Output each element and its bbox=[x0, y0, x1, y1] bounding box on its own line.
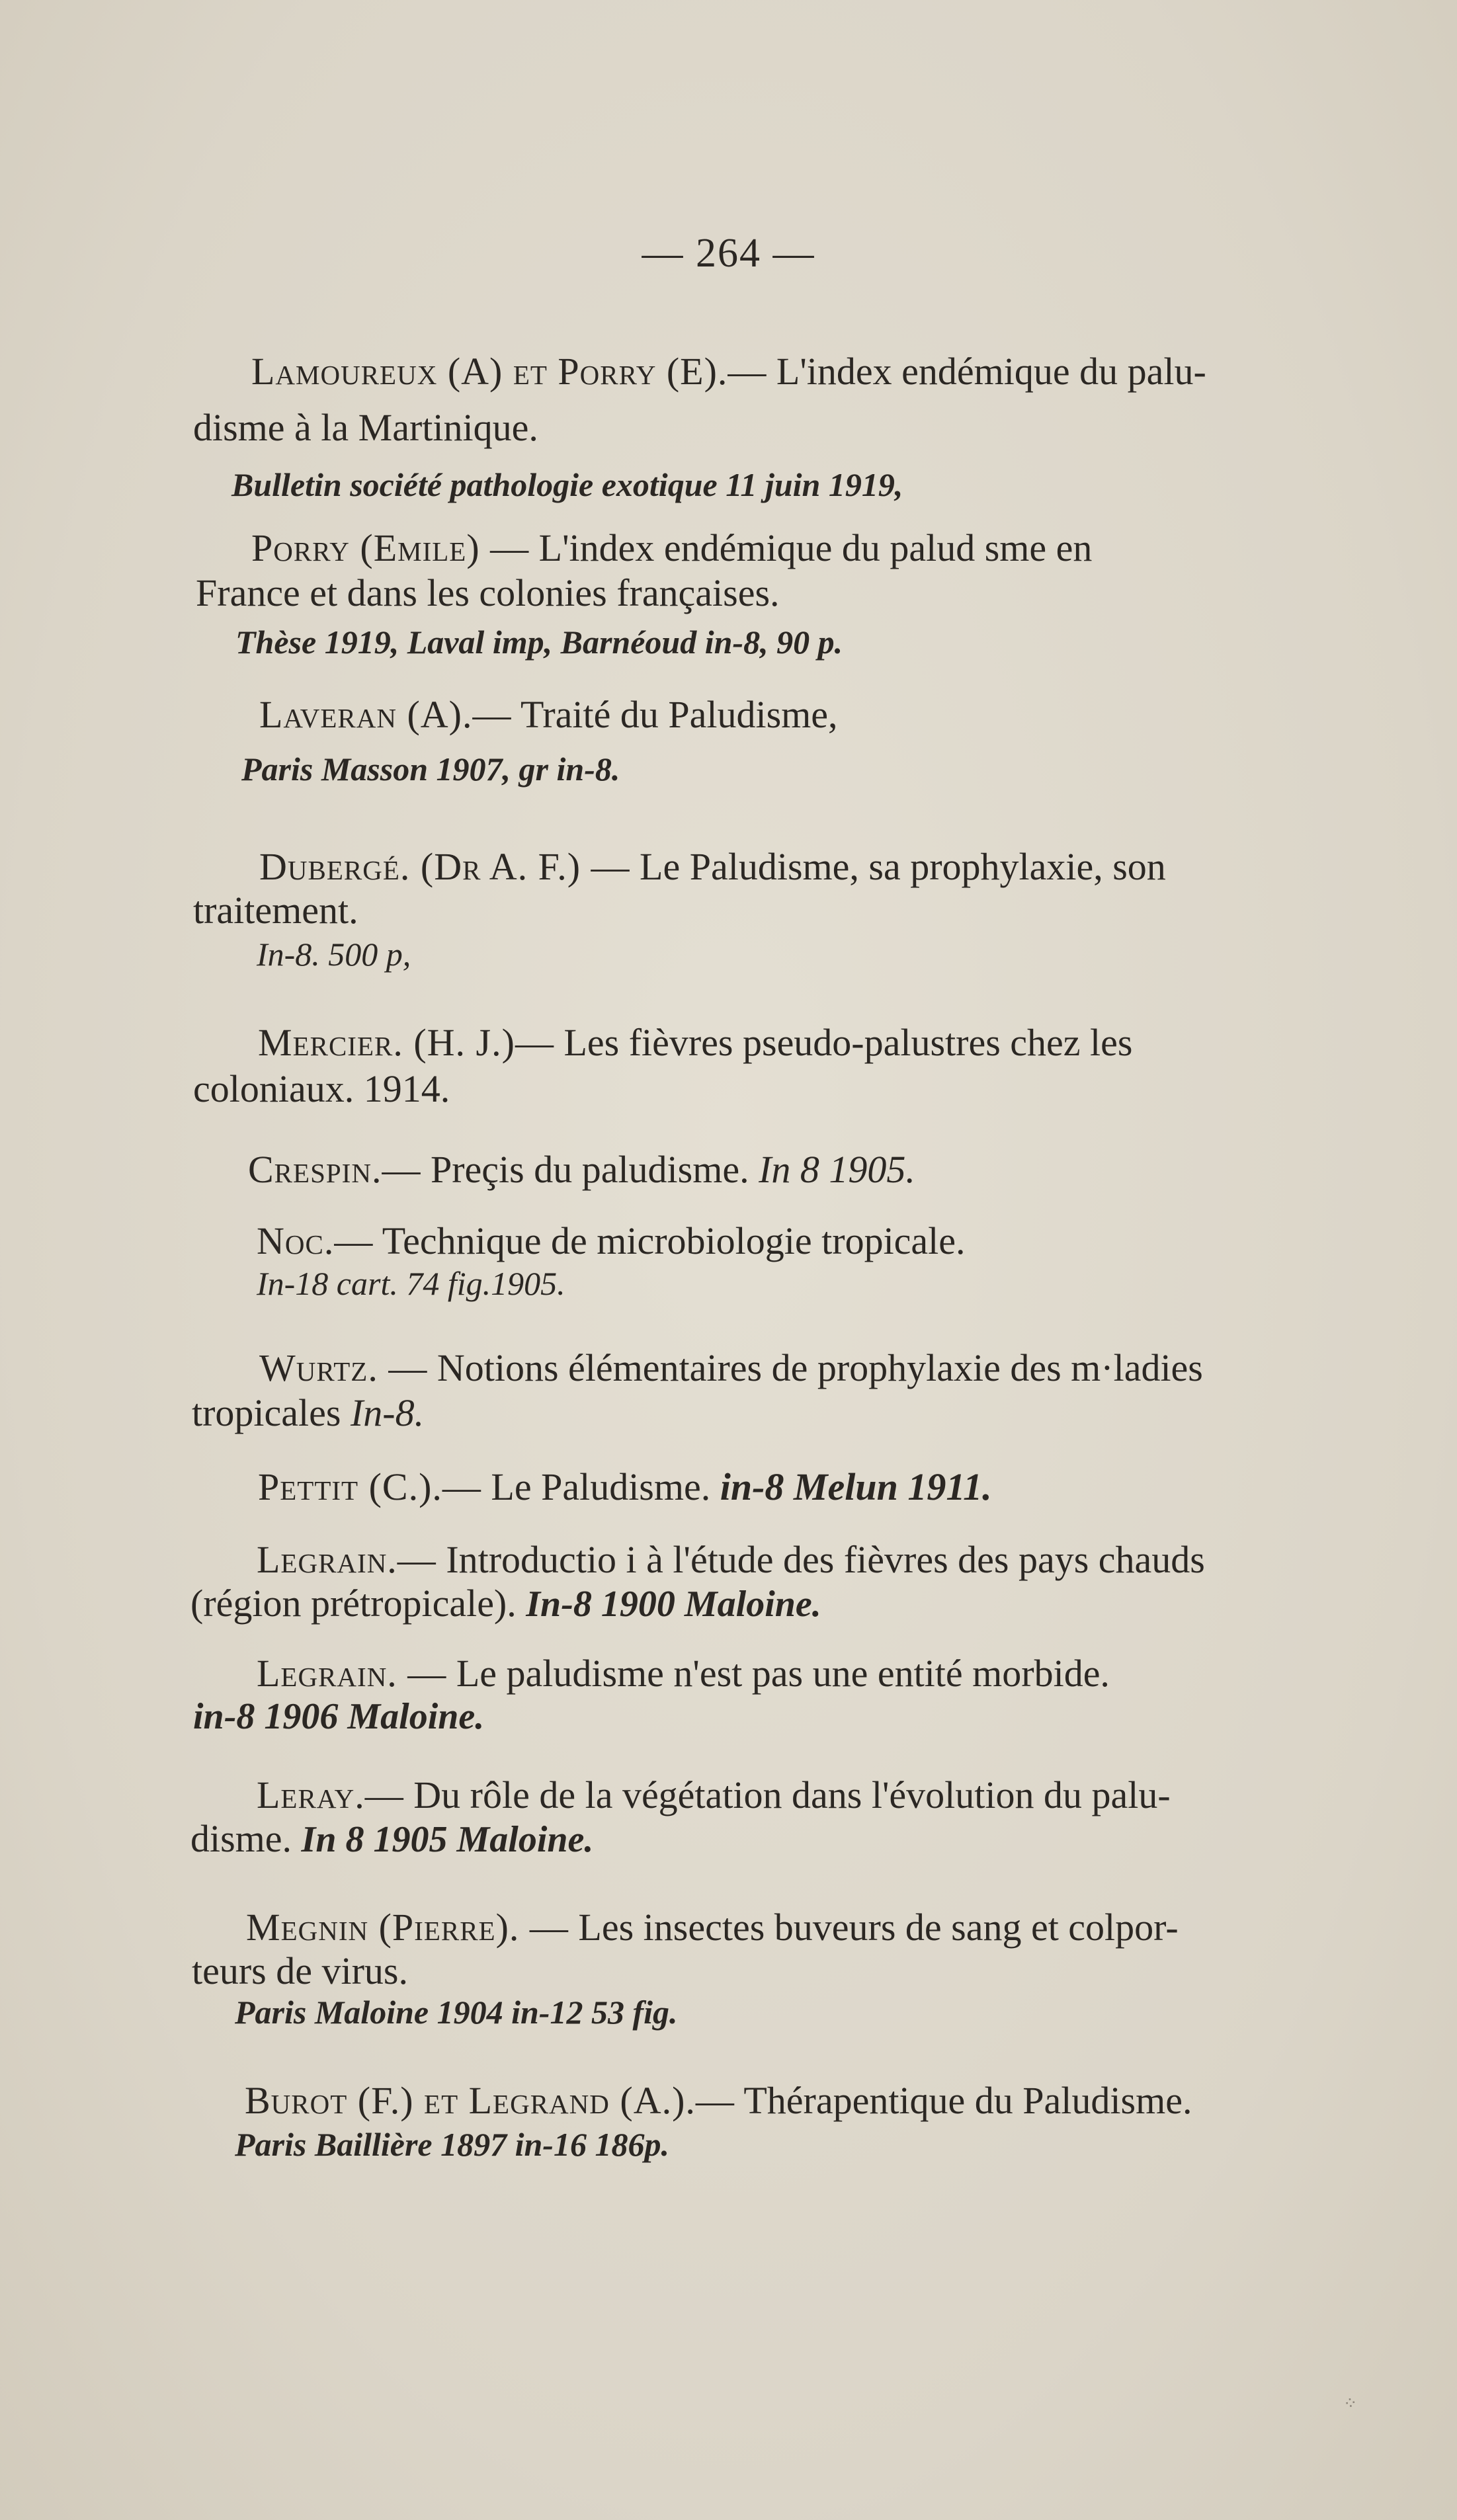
entry-title: L'index endémique du palud sme en bbox=[538, 526, 1093, 569]
entry-title: Les fièvres pseudo-palustres chez les bbox=[563, 1021, 1133, 1064]
entry-first-line bbox=[246, 1908, 1179, 1947]
entry-author: Legrain.— bbox=[257, 1538, 437, 1581]
paper-smudge: ⁘ bbox=[1342, 2392, 1359, 2414]
page-number: — 264 — bbox=[642, 231, 815, 276]
entry-publication: in-8 1906 Maloine. bbox=[193, 1696, 485, 1737]
entry-title: Preçis du paludisme. bbox=[430, 1148, 749, 1191]
entry-title: Le paludisme n'est pas une entité morbide. bbox=[456, 1652, 1110, 1695]
entry-title: Notions élémentaires de prophylaxie des m·ladies bbox=[437, 1346, 1203, 1389]
entry-publication: In-18 cart. 74 fig.1905. bbox=[257, 1265, 565, 1302]
entry-title-continued bbox=[192, 1391, 425, 1434]
entry-publication: In 8 1905 Maloine. bbox=[301, 1819, 594, 1860]
entry-first-line bbox=[258, 1021, 1133, 1064]
entry-title: Introductio i à l'étude des fièvres des pays chauds bbox=[446, 1538, 1205, 1581]
entry-title: Les insectes buveurs de sang et colpor- bbox=[578, 1906, 1179, 1949]
entry-author: Pettit (C.).— bbox=[258, 1465, 481, 1508]
entry-first-line bbox=[258, 1465, 992, 1508]
entry-first-line bbox=[257, 1773, 1171, 1816]
entry-author: Porry (Emile) — bbox=[251, 526, 530, 569]
entry-author: Megnin (Pierre). — bbox=[246, 1906, 569, 1949]
entry-publication: Paris Baillière 1897 in-16 186p. bbox=[235, 2126, 669, 2163]
entry-first-line bbox=[259, 845, 1166, 888]
entry-first-line bbox=[251, 352, 1346, 391]
entry-title-text: tropicales bbox=[192, 1391, 341, 1434]
entry-first-line bbox=[245, 2079, 1192, 2122]
entry-title-continued: traitement. bbox=[193, 889, 358, 932]
entry-first-line bbox=[257, 1654, 1110, 1693]
entry-author: Burot (F.) et Legrand (A.).— bbox=[245, 2079, 735, 2122]
entry-title-continued: France et dans les colonies françaises. bbox=[196, 571, 780, 614]
entry-first-line bbox=[251, 526, 1093, 569]
entry-title-continued bbox=[190, 1584, 821, 1623]
entry-title: Traité du Paludisme, bbox=[520, 693, 838, 736]
entry-author: Laveran (A).— bbox=[259, 693, 512, 736]
entry-author: Leray.— bbox=[257, 1773, 404, 1816]
entry-title: Technique de microbiologie tropicale. bbox=[382, 1219, 966, 1262]
entry-first-line bbox=[259, 1346, 1203, 1389]
entry-publication: In-8. 500 p, bbox=[257, 936, 411, 973]
entry-publication: Paris Masson 1907, gr in-8. bbox=[241, 751, 620, 788]
entry-publication: Bulletin société pathologie exotique 11 juin 1919, bbox=[231, 466, 903, 503]
entry-publication: In-8 1900 Maloine. bbox=[526, 1584, 821, 1625]
entry-title-text: (région prétropicale). bbox=[190, 1582, 517, 1625]
entry-publication: Thèse 1919, Laval imp, Barnéoud in-8, 90 p. bbox=[235, 624, 843, 661]
entry-title-continued: teurs de virus. bbox=[192, 1949, 408, 1992]
entry-title: Thérapentique du Paludisme. bbox=[743, 2079, 1192, 2122]
entry-author: Legrain. — bbox=[257, 1652, 447, 1695]
entry-title-continued bbox=[190, 1817, 594, 1860]
entry-title-text: disme. bbox=[190, 1817, 292, 1860]
entry-publication: in-8 Melun 1911. bbox=[720, 1465, 992, 1508]
entry-first-line bbox=[257, 1538, 1205, 1581]
entry-title: Le Paludisme, sa prophylaxie, son bbox=[640, 845, 1166, 888]
entry-title: L'index endémique du palu- bbox=[776, 350, 1206, 393]
entry-author: Mercier. (H. J.)— bbox=[258, 1021, 554, 1064]
entry-title: Du rôle de la végétation dans l'évolution du palu- bbox=[413, 1773, 1171, 1816]
entry-first-line bbox=[259, 693, 838, 736]
entry-title: Le Paludisme. bbox=[491, 1465, 711, 1508]
entry-first-line bbox=[248, 1148, 915, 1191]
entry-title-continued: disme à la Martinique. bbox=[193, 406, 538, 449]
entry-title-continued: coloniaux. 1914. bbox=[193, 1067, 450, 1110]
entry-author: Dubergé. (Dr A. F.) — bbox=[259, 845, 630, 888]
entry-publication: In 8 1905. bbox=[759, 1148, 915, 1191]
entry-author: Wurtz. — bbox=[259, 1346, 428, 1389]
entry-author: Crespin.— bbox=[248, 1148, 421, 1191]
entry-publication: Paris Maloine 1904 in-12 53 fig. bbox=[235, 1994, 678, 2031]
entry-first-line bbox=[257, 1219, 966, 1262]
entry-publication: In-8. bbox=[350, 1391, 425, 1434]
entry-author: Lamoureux (A) et Porry (E).— bbox=[251, 350, 767, 393]
entry-author: Noc.— bbox=[257, 1219, 374, 1262]
